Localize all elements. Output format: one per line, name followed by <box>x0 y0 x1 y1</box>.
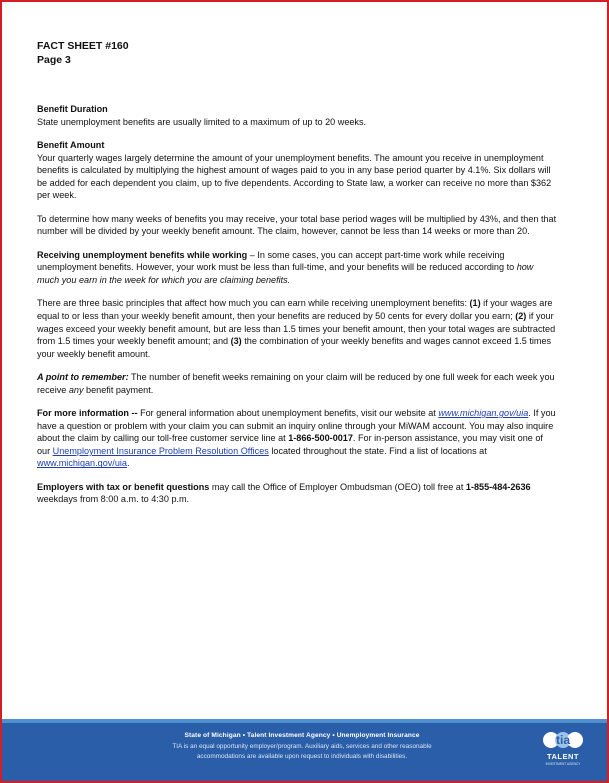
footer-eeo-line: TIA is an equal opportunity employer/program. Auxiliary aids, services and other reasonable <box>172 743 432 750</box>
tia-logo <box>539 728 587 772</box>
customer-service-phone: 1-866-500-0017 <box>288 433 353 444</box>
uia-locations-link[interactable]: www.michigan.gov/uia <box>37 458 127 469</box>
employers-text-1: may call the Office of Employer Ombudsman (OEO) toll free at <box>209 481 466 492</box>
uia-website-link[interactable]: www.michigan.gov/uia <box>438 408 529 419</box>
working-heading: Receiving unemployment benefits while working <box>37 249 248 260</box>
employers-heading: Employers with tax or benefit questions <box>37 481 210 492</box>
fact-sheet-title: FACT SHEET #160 <box>37 40 129 52</box>
principle-2-number: (2) <box>515 310 527 321</box>
remember-heading: A point to remember: <box>37 372 129 383</box>
benefit-weeks-text: To determine how many weeks of benefits you may receive, your total base period wages will be multiplied by 43%, and then that number will be divided by your weekly benefit amount. The claim, however, cannot be less than 14 weeks or more than 20. <box>37 213 557 237</box>
principles-intro: There are three basic principles that affect how much you can earn while receiving unemployment benefits: <box>37 298 470 309</box>
remember-italic: any <box>68 384 84 395</box>
principle-1-text: if your wages are equal to or less than your weekly benefit amount, then your benefits are reduced by 50 cents for every dollar you earn; <box>37 298 553 321</box>
remember-text-before: The number of benefit weeks remaining on your claim will be reduced by one full week for each week you receive <box>37 372 555 395</box>
principle-3-text: the combination of your weekly benefits and wages cannot exceed 1.5 times your weekly benefit amount. <box>37 336 552 359</box>
benefit-duration-text: State unemployment benefits are usually limited to a maximum of up to 20 weeks. <box>37 116 367 127</box>
benefit-amount-section <box>37 139 557 202</box>
remember-text-after: benefit payment. <box>83 384 154 395</box>
working-italic-text: how much you earn in the week for which you are claiming benefits. <box>37 262 534 285</box>
more-info-text-1: For general information about unemployment benefits, visit our website at <box>137 408 439 419</box>
tia-logo-letters: tia <box>555 733 571 747</box>
more-info-text-4: located throughout the state. Find a list of locations at <box>268 445 487 456</box>
document-body <box>37 103 557 517</box>
employers-paragraph <box>37 481 557 506</box>
remember-paragraph <box>37 371 557 396</box>
tia-logo-word: TALENT <box>546 752 580 761</box>
page-header <box>37 39 129 67</box>
working-text: – In some cases, you can accept part-time work while receiving unemployment benefits. However, your work must be less than full-time, and your benefits will be reduced according to <box>37 249 517 273</box>
principle-3-number: (3) <box>230 336 242 347</box>
oeo-phone: 1-855-484-2636 <box>465 481 531 492</box>
working-section <box>37 249 557 287</box>
benefit-amount-text: Your quarterly wages largely determine the amount of your unemployment benefits. The amount you receive in unemployment benefits is calculated by multiplying the highest amount of wages paid to you in any base period quarter by 4.1%. Six dollars will be added for each dependent you claim, up to five dependents. According to State law, a worker can receive no more than $362 per week. <box>37 152 552 201</box>
benefit-duration-section <box>37 103 557 128</box>
principle-1-number: (1) <box>469 298 481 309</box>
benefit-duration-heading: Benefit Duration <box>37 104 108 114</box>
tia-logo-mark-icon <box>543 728 583 752</box>
footer-agency-line: State of Michigan • Talent Investment Agency • Unemployment Insurance <box>184 732 420 739</box>
benefit-weeks-paragraph <box>37 213 557 238</box>
footer-accommodations-line: accommodations are available upon request to individuals with disabilities. <box>196 753 408 760</box>
more-info-text-3: . For in-person assistance, you may visit one of our <box>37 433 543 456</box>
page-footer <box>2 719 607 781</box>
tia-logo-subtitle: INVESTMENT AGENCY <box>545 762 581 766</box>
more-info-paragraph <box>37 407 557 470</box>
more-info-text-2: . If you have a question or problem with your claim you can submit an inquiry online through your MiWAM account. You may also inquire about the claim by calling our toll-free customer service line at <box>37 408 556 444</box>
more-info-heading: For more information -- <box>37 408 138 419</box>
more-info-text-5: . <box>126 458 130 469</box>
employers-text-2: weekdays from 8:00 a.m. to 4:30 p.m. <box>37 494 190 505</box>
problem-resolution-offices-link[interactable]: Unemployment Insurance Problem Resolution Offices <box>52 445 269 456</box>
page-number: Page 3 <box>37 54 71 66</box>
principle-2-text: if your wages exceed your weekly benefit amount, but are less than 1.5 times your benefit amount, then your total wages are subtracted from 1.5 times your weekly benefit amount; and <box>37 310 556 347</box>
principles-paragraph <box>37 297 557 360</box>
benefit-amount-heading: Benefit Amount <box>37 139 105 150</box>
